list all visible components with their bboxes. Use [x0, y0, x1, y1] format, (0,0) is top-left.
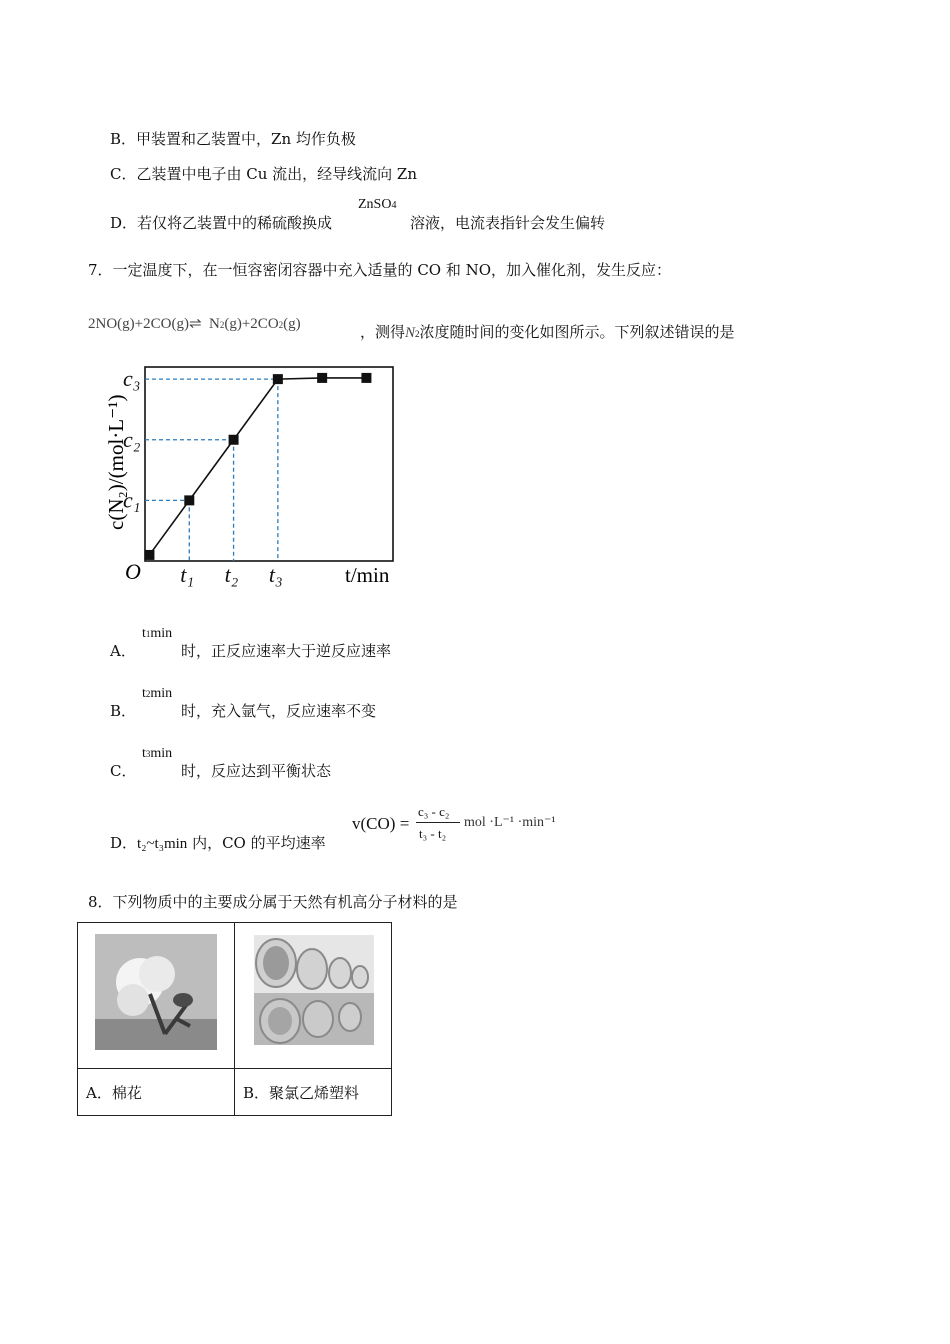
y-tick-label-2: c₂ — [123, 426, 141, 452]
q6-option-c: C．乙装置中电子由 Cu 流出，经导线流向 Zn — [110, 165, 418, 183]
choice-a-caption: A．棉花 — [78, 1069, 235, 1116]
q7-option-a-time: t1min — [142, 626, 173, 641]
q6-option-d: D．若仅将乙装置中的稀硫酸换成 — [110, 214, 333, 232]
rate-unit: mol ·L⁻¹ ·min⁻¹ — [464, 815, 556, 830]
y-tick-label-1: c₁ — [123, 487, 141, 513]
q7-option-c-text: 时，反应达到平衡状态 — [181, 762, 332, 780]
cotton-photo-icon — [95, 934, 217, 1050]
pvc-pipes-photo-icon — [254, 935, 374, 1045]
data-point-1 — [144, 550, 154, 560]
origin-label: O — [125, 559, 141, 584]
choice-b-caption: B．聚氯乙烯塑料 — [235, 1069, 392, 1116]
series-line — [149, 378, 366, 555]
data-point-6 — [361, 373, 371, 383]
data-point-2 — [184, 495, 194, 505]
rate-denominator: t₃ - t₂ — [419, 826, 447, 841]
q8-stem: 8．下列物质中的主要成分属于天然有机高分子材料的是 — [88, 893, 458, 911]
x-tick-label-3: t₃ — [268, 562, 283, 587]
q7-option-a-text: 时，正反应速率大于逆反应速率 — [181, 642, 392, 660]
q7-option-a: A． — [110, 642, 136, 660]
x-tick-label-2: t₂ — [224, 562, 239, 587]
q7-option-c-time: t3min — [142, 746, 173, 761]
plot-frame — [145, 367, 393, 561]
q7-stem2: ，测得N2浓度随时间的变化如图所示。下列叙述错误的是 — [360, 323, 735, 341]
q7-option-b-time: t2min — [142, 686, 173, 701]
rate-numerator: c₃ - c₂ — [418, 804, 450, 819]
x-tick-label-1: t₁ — [180, 562, 195, 587]
q7-option-d: D．t₂~t₃min 内，CO 的平均速率 — [110, 834, 326, 852]
cotton-image-cell — [78, 923, 235, 1069]
x-axis-label: t/min — [345, 563, 390, 587]
q7-equation: 2NO(g)+2CO(g)⇌ N2(g)+2CO2(g) — [88, 316, 301, 332]
data-point-3 — [229, 435, 239, 445]
q6-option-d-tail: 溶液，电流表指针会发生偏转 — [410, 214, 606, 232]
q6-option-b: B．甲装置和乙装置中，Zn 均作负极 — [110, 130, 356, 148]
data-point-5 — [317, 373, 327, 383]
pvc-image-cell — [235, 923, 392, 1069]
q7-stem: 7．一定温度下，在一恒容密闭容器中充入适量的 CO 和 NO，加入催化剂，发生反应： — [88, 261, 672, 279]
fraction-bar — [416, 822, 460, 823]
rate-lhs: v(CO) = — [352, 814, 410, 833]
y-axis-label: c(N₂)/(mol·L⁻¹) — [104, 394, 128, 530]
q6-formula: ZnSO4 — [358, 197, 397, 212]
data-point-4 — [273, 374, 283, 384]
q7-option-c: C． — [110, 762, 137, 780]
q7-option-b: B． — [110, 702, 137, 720]
q8-choice-table — [77, 922, 392, 1116]
n2-concentration-chart — [95, 360, 415, 600]
q7-option-b-text: 时，充入氩气，反应速率不变 — [181, 702, 377, 720]
y-tick-label-3: c₃ — [123, 366, 141, 392]
